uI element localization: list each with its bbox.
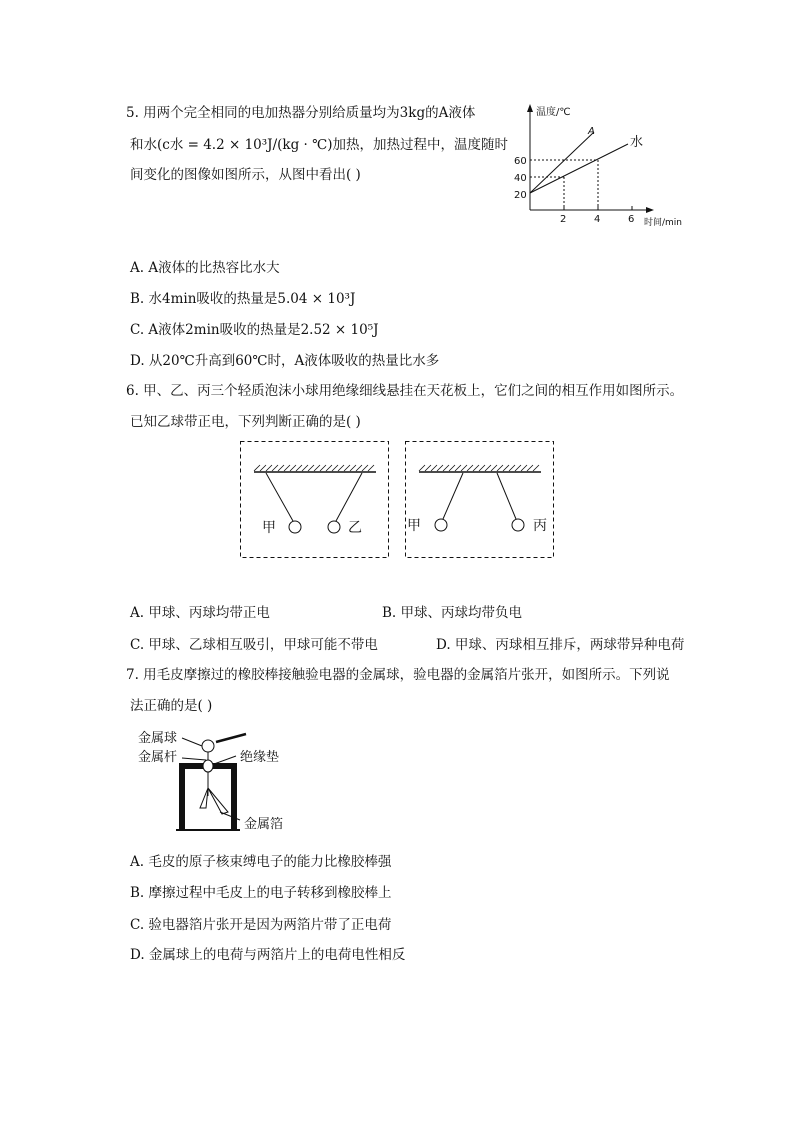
line-a [530,132,594,193]
metal-foil [200,788,208,808]
label-metal-ball: 金属球 [138,731,178,746]
xtick-6: 6 [628,214,635,225]
ball-yi [328,521,340,533]
q5-option-d: D. 从20℃升高到60℃时，A液体吸收的热量比水多 [130,353,440,369]
q5-stem-line2: 和水(c水 = 4.2 × 10³J/(kg · ℃)加热，加热过程中，温度随时 [130,137,508,153]
q7-option-c: C. 验电器箔片张开是因为两箔片带了正电荷 [130,917,392,933]
q6-stem-line2: 已知乙球带正电，下列判断正确的是( ) [130,414,361,430]
q7-stem-line1: 7. 用毛皮摩擦过的橡胶棒接触验电器的金属球，验电器的金属箔片张开，如图所示。下列说 [126,667,670,683]
q7-option-a: A. 毛皮的原子核束缚电子的能力比橡胶棒强 [130,854,392,870]
ball-jia [289,521,301,533]
q6-stem-line1: 6. 甲、乙、丙三个轻质泡沫小球用绝缘细线悬挂在天花板上，它们之间的相互作用如图所示。 [126,383,684,399]
q5-option-c: C. A液体2min吸收的热量是2.52 × 10⁵J [130,322,379,338]
q6-option-c: C. 甲球、乙球相互吸引，甲球可能不带电 [130,637,378,653]
ball-jia-2 [435,519,447,531]
xtick-2: 2 [560,214,567,225]
label-bing: 丙 [533,518,547,534]
q7-stem-line2: 法正确的是( ) [130,698,213,714]
ytick-60: 60 [514,156,527,167]
q5-stem-line1: 5. 用两个完全相同的电加热器分别给质量均为3kg的A液体 [126,105,476,121]
q5-option-a: A. A液体的比热容比水大 [130,260,280,276]
ball-bing [512,519,524,531]
metal-ball [202,740,214,752]
line-a-label: A [588,126,595,137]
q6-figure-1 [240,441,390,559]
q6-figure-2 [405,441,555,559]
q7-option-b: B. 摩擦过程中毛皮上的电子转移到橡胶棒上 [130,885,392,901]
ytick-20: 20 [514,190,527,201]
graph-ylabel: 温度/℃ [536,107,571,118]
label-metal-foil: 金属箔 [244,817,284,832]
label-jia: 甲 [262,520,276,536]
line-water-label: 水 [630,135,644,150]
q6-option-b: B. 甲球、丙球均带负电 [382,605,523,621]
label-metal-rod: 金属杆 [138,750,178,765]
label-jia-2: 甲 [407,518,421,534]
q5-option-b: B. 水4min吸收的热量是5.04 × 10³J [130,291,356,307]
xtick-4: 4 [594,214,601,225]
label-insulating-pad: 绝缘垫 [240,750,280,765]
q7-electroscope-figure [136,726,306,838]
graph-xlabel: 时间/min [644,218,683,228]
q5-temperature-graph [510,98,700,233]
label-yi: 乙 [348,520,362,536]
q6-option-a: A. 甲球、丙球均带正电 [130,605,270,621]
ytick-40: 40 [514,173,527,184]
q5-stem-line3: 间变化的图像如图所示，从图中看出( ) [130,167,361,183]
insulating-pad [203,760,213,772]
q7-option-d: D. 金属球上的电荷与两箔片上的电荷电性相反 [130,947,406,963]
q6-option-d: D. 甲球、丙球相互排斥，两球带异种电荷 [436,637,685,653]
line-water [530,144,628,193]
